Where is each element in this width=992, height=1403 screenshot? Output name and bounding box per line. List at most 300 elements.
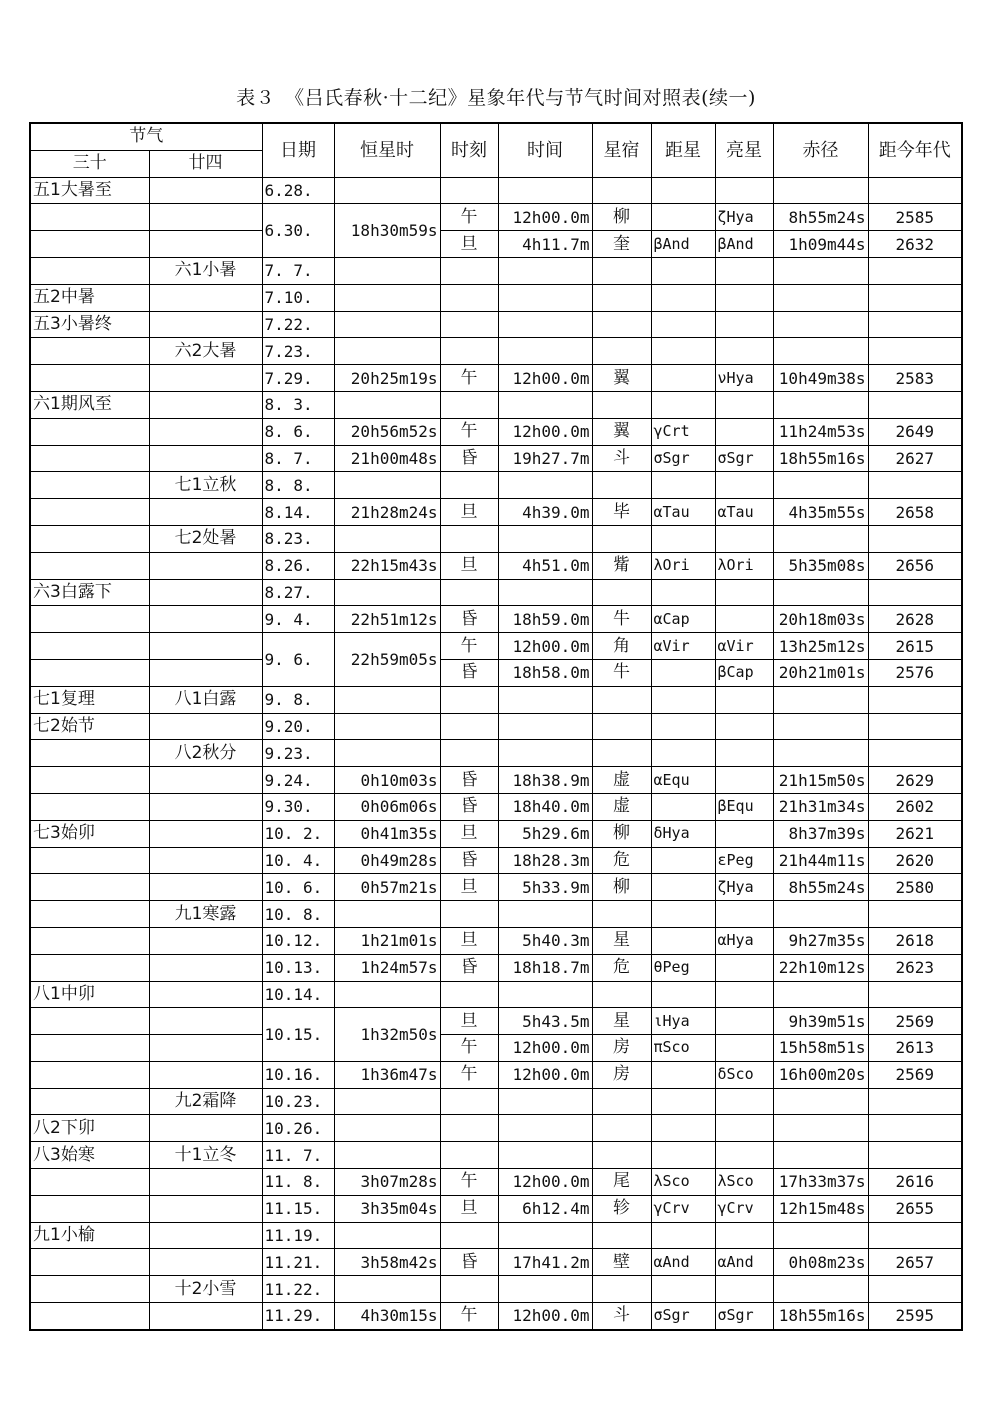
cell-ra <box>773 1276 868 1303</box>
header-juxing: 距星 <box>651 123 715 177</box>
cell-liangxing: βEqu <box>715 793 773 820</box>
cell-date: 9.23. <box>262 740 334 767</box>
table-row <box>30 927 962 954</box>
cell-date: 8.26. <box>262 552 334 579</box>
cell-years: 2629 <box>868 767 962 794</box>
cell-ra <box>773 177 868 204</box>
cell-years <box>868 525 962 552</box>
cell-time: 4h11.7m <box>498 231 592 258</box>
cell-sanshi <box>30 633 149 660</box>
cell-xingxiu <box>592 177 651 204</box>
cell-sidereal: 21h00m48s <box>334 445 440 472</box>
cell-shike <box>440 1276 498 1303</box>
cell-years <box>868 901 962 928</box>
cell-years: 2623 <box>868 954 962 981</box>
cell-date: 7.23. <box>262 338 334 365</box>
cell-liangxing: αAnd <box>715 1249 773 1276</box>
cell-xingxiu <box>592 1115 651 1142</box>
cell-ra <box>773 338 868 365</box>
cell-sidereal: 3h07m28s <box>334 1169 440 1196</box>
cell-shike: 午 <box>440 1035 498 1062</box>
cell-liangxing <box>715 1008 773 1035</box>
cell-years: 2618 <box>868 927 962 954</box>
cell-shike: 旦 <box>440 552 498 579</box>
cell-xingxiu <box>592 311 651 338</box>
cell-xingxiu: 危 <box>592 954 651 981</box>
cell-sanshi <box>30 525 149 552</box>
cell-sanshi: 七3始卯 <box>30 820 149 847</box>
cell-shike <box>440 740 498 767</box>
cell-time: 12h00.0m <box>498 1061 592 1088</box>
table-row <box>30 1303 962 1330</box>
cell-sidereal <box>334 311 440 338</box>
cell-ra <box>773 579 868 606</box>
table-title: 表３ 《吕氏春秋·十二纪》星象年代与节气时间对照表(续一) <box>236 87 756 109</box>
cell-date: 10.12. <box>262 927 334 954</box>
table-row <box>30 633 962 660</box>
cell-juxing <box>651 1115 715 1142</box>
cell-sanshi <box>30 1249 149 1276</box>
cell-sanshi <box>30 1088 149 1115</box>
cell-years: 2580 <box>868 874 962 901</box>
cell-sanshi <box>30 1008 149 1035</box>
table-row <box>30 767 962 794</box>
table-row <box>30 1035 962 1062</box>
cell-niansi <box>149 579 262 606</box>
cell-ra: 9h27m35s <box>773 927 868 954</box>
cell-sanshi <box>30 874 149 901</box>
cell-xingxiu: 翼 <box>592 418 651 445</box>
cell-years: 2649 <box>868 418 962 445</box>
cell-xingxiu: 斗 <box>592 1303 651 1330</box>
cell-juxing: βAnd <box>651 231 715 258</box>
cell-juxing <box>651 659 715 686</box>
cell-juxing <box>651 472 715 499</box>
cell-shike: 旦 <box>440 1195 498 1222</box>
cell-time: 12h00.0m <box>498 365 592 392</box>
cell-niansi <box>149 284 262 311</box>
cell-sidereal: 3h35m04s <box>334 1195 440 1222</box>
table-row <box>30 1008 962 1035</box>
cell-xingxiu <box>592 284 651 311</box>
cell-xingxiu: 危 <box>592 847 651 874</box>
cell-time: 18h28.3m <box>498 847 592 874</box>
cell-date: 10.15. <box>262 1008 334 1062</box>
cell-sidereal <box>334 338 440 365</box>
cell-date: 7.22. <box>262 311 334 338</box>
cell-liangxing: αTau <box>715 499 773 526</box>
table-row <box>30 981 962 1008</box>
cell-sidereal: 0h57m21s <box>334 874 440 901</box>
cell-liangxing: γCrv <box>715 1195 773 1222</box>
cell-juxing: γCrv <box>651 1195 715 1222</box>
cell-sanshi: 五2中暑 <box>30 284 149 311</box>
cell-sidereal <box>334 981 440 1008</box>
cell-niansi <box>149 954 262 981</box>
cell-niansi <box>149 1222 262 1249</box>
cell-liangxing <box>715 767 773 794</box>
cell-date: 9. 8. <box>262 686 334 713</box>
header-xingxiu: 星宿 <box>592 123 651 177</box>
cell-xingxiu: 柳 <box>592 874 651 901</box>
cell-years: 2632 <box>868 231 962 258</box>
cell-time: 4h51.0m <box>498 552 592 579</box>
cell-time: 18h38.9m <box>498 767 592 794</box>
cell-years: 2616 <box>868 1169 962 1196</box>
cell-ra: 22h10m12s <box>773 954 868 981</box>
cell-xingxiu <box>592 472 651 499</box>
cell-time: 18h18.7m <box>498 954 592 981</box>
cell-years <box>868 740 962 767</box>
table-row <box>30 713 962 740</box>
cell-shike <box>440 1088 498 1115</box>
cell-years <box>868 391 962 418</box>
table-row <box>30 338 962 365</box>
cell-liangxing <box>715 740 773 767</box>
cell-years: 2627 <box>868 445 962 472</box>
cell-xingxiu <box>592 1142 651 1169</box>
cell-niansi <box>149 633 262 660</box>
cell-liangxing <box>715 525 773 552</box>
cell-sanshi <box>30 1169 149 1196</box>
cell-niansi: 七1立秋 <box>149 472 262 499</box>
cell-time: 18h59.0m <box>498 606 592 633</box>
cell-years <box>868 1142 962 1169</box>
cell-liangxing <box>715 820 773 847</box>
cell-date: 11.21. <box>262 1249 334 1276</box>
cell-sanshi <box>30 1276 149 1303</box>
cell-ra <box>773 1088 868 1115</box>
cell-juxing <box>651 1142 715 1169</box>
cell-years: 2620 <box>868 847 962 874</box>
cell-time <box>498 1276 592 1303</box>
table-row <box>30 847 962 874</box>
cell-years <box>868 981 962 1008</box>
cell-ra <box>773 1115 868 1142</box>
header-shike: 时刻 <box>440 123 498 177</box>
cell-niansi <box>149 1035 262 1062</box>
cell-years <box>868 713 962 740</box>
table-row <box>30 552 962 579</box>
cell-liangxing <box>715 981 773 1008</box>
cell-sidereal <box>334 1088 440 1115</box>
cell-years: 2621 <box>868 820 962 847</box>
cell-ra: 11h24m53s <box>773 418 868 445</box>
cell-juxing <box>651 793 715 820</box>
cell-shike <box>440 338 498 365</box>
cell-liangxing <box>715 1142 773 1169</box>
cell-niansi: 七2处暑 <box>149 525 262 552</box>
cell-shike: 昏 <box>440 954 498 981</box>
cell-xingxiu <box>592 740 651 767</box>
cell-date: 9.30. <box>262 793 334 820</box>
cell-sidereal <box>334 284 440 311</box>
cell-juxing <box>651 579 715 606</box>
cell-juxing: πSco <box>651 1035 715 1062</box>
cell-ra <box>773 981 868 1008</box>
cell-date: 9.20. <box>262 713 334 740</box>
cell-shike: 午 <box>440 1303 498 1330</box>
cell-niansi <box>149 927 262 954</box>
header-niansi: 廿四 <box>149 150 262 177</box>
cell-sanshi <box>30 927 149 954</box>
cell-niansi <box>149 793 262 820</box>
cell-time: 12h00.0m <box>498 1303 592 1330</box>
cell-sanshi: 五3小暑终 <box>30 311 149 338</box>
cell-xingxiu: 奎 <box>592 231 651 258</box>
cell-niansi <box>149 552 262 579</box>
cell-juxing <box>651 365 715 392</box>
cell-ra: 1h09m44s <box>773 231 868 258</box>
cell-time <box>498 901 592 928</box>
cell-xingxiu: 牛 <box>592 606 651 633</box>
cell-time <box>498 391 592 418</box>
cell-juxing <box>651 204 715 231</box>
table-row <box>30 445 962 472</box>
cell-shike <box>440 579 498 606</box>
cell-shike: 午 <box>440 204 498 231</box>
cell-sanshi <box>30 1035 149 1062</box>
cell-juxing <box>651 981 715 1008</box>
cell-niansi <box>149 418 262 445</box>
cell-years: 2628 <box>868 606 962 633</box>
header-sidereal: 恒星时 <box>334 123 440 177</box>
cell-time: 12h00.0m <box>498 418 592 445</box>
cell-date: 11.22. <box>262 1276 334 1303</box>
cell-sidereal: 1h32m50s <box>334 1008 440 1062</box>
cell-juxing: ιHya <box>651 1008 715 1035</box>
table-row <box>30 391 962 418</box>
cell-liangxing <box>715 284 773 311</box>
cell-sanshi <box>30 204 149 231</box>
cell-ra: 4h35m55s <box>773 499 868 526</box>
cell-time <box>498 257 592 284</box>
cell-niansi: 八1白露 <box>149 686 262 713</box>
cell-juxing: γCrt <box>651 418 715 445</box>
cell-date: 9.24. <box>262 767 334 794</box>
cell-time: 12h00.0m <box>498 1169 592 1196</box>
cell-ra <box>773 311 868 338</box>
cell-date: 8.14. <box>262 499 334 526</box>
cell-liangxing: αHya <box>715 927 773 954</box>
cell-sidereal: 0h49m28s <box>334 847 440 874</box>
cell-sidereal <box>334 1142 440 1169</box>
cell-date: 8. 7. <box>262 445 334 472</box>
cell-xingxiu: 房 <box>592 1061 651 1088</box>
cell-juxing: θPeg <box>651 954 715 981</box>
table-row <box>30 418 962 445</box>
cell-liangxing <box>715 311 773 338</box>
cell-liangxing <box>715 472 773 499</box>
cell-shike <box>440 391 498 418</box>
table-row <box>30 177 962 204</box>
cell-liangxing: δSco <box>715 1061 773 1088</box>
cell-niansi <box>149 659 262 686</box>
cell-ra: 8h55m24s <box>773 204 868 231</box>
cell-sidereal <box>334 686 440 713</box>
cell-ra: 20h21m01s <box>773 659 868 686</box>
cell-years: 2585 <box>868 204 962 231</box>
cell-liangxing: σSgr <box>715 445 773 472</box>
cell-sanshi <box>30 659 149 686</box>
cell-sidereal: 20h56m52s <box>334 418 440 445</box>
cell-time: 6h12.4m <box>498 1195 592 1222</box>
cell-date: 11.29. <box>262 1303 334 1330</box>
cell-ra <box>773 525 868 552</box>
cell-xingxiu: 虚 <box>592 793 651 820</box>
cell-date: 10.14. <box>262 981 334 1008</box>
cell-sidereal <box>334 579 440 606</box>
cell-years <box>868 1115 962 1142</box>
cell-date: 7.10. <box>262 284 334 311</box>
cell-juxing: αVir <box>651 633 715 660</box>
cell-sanshi <box>30 767 149 794</box>
cell-shike <box>440 713 498 740</box>
cell-time <box>498 472 592 499</box>
cell-time <box>498 338 592 365</box>
table-row <box>30 954 962 981</box>
cell-juxing <box>651 338 715 365</box>
cell-juxing <box>651 284 715 311</box>
cell-time: 18h40.0m <box>498 793 592 820</box>
cell-juxing <box>651 686 715 713</box>
cell-ra <box>773 391 868 418</box>
table-row <box>30 740 962 767</box>
cell-ra: 0h08m23s <box>773 1249 868 1276</box>
cell-date: 10. 8. <box>262 901 334 928</box>
cell-date: 6.28. <box>262 177 334 204</box>
cell-shike <box>440 686 498 713</box>
cell-niansi <box>149 874 262 901</box>
table-row <box>30 659 962 686</box>
cell-time: 17h41.2m <box>498 1249 592 1276</box>
cell-time <box>498 713 592 740</box>
table-row <box>30 231 962 258</box>
cell-ra: 5h35m08s <box>773 552 868 579</box>
cell-time: 5h29.6m <box>498 820 592 847</box>
cell-liangxing: ζHya <box>715 874 773 901</box>
cell-niansi: 十1立冬 <box>149 1142 262 1169</box>
cell-xingxiu <box>592 391 651 418</box>
cell-shike: 昏 <box>440 767 498 794</box>
cell-ra <box>773 284 868 311</box>
cell-niansi: 九1寒露 <box>149 901 262 928</box>
cell-shike: 旦 <box>440 499 498 526</box>
header-sanshi: 三十 <box>30 150 149 177</box>
cell-niansi: 八2秋分 <box>149 740 262 767</box>
cell-shike: 昏 <box>440 793 498 820</box>
cell-sanshi: 八3始寒 <box>30 1142 149 1169</box>
table-row <box>30 1088 962 1115</box>
header-years: 距今年代 <box>868 123 962 177</box>
cell-time <box>498 740 592 767</box>
cell-time <box>498 311 592 338</box>
cell-niansi <box>149 1195 262 1222</box>
cell-years: 2602 <box>868 793 962 820</box>
cell-xingxiu <box>592 338 651 365</box>
cell-liangxing <box>715 1115 773 1142</box>
cell-xingxiu <box>592 713 651 740</box>
cell-time: 18h58.0m <box>498 659 592 686</box>
cell-years: 2615 <box>868 633 962 660</box>
cell-sanshi <box>30 231 149 258</box>
cell-juxing <box>651 1088 715 1115</box>
cell-sanshi <box>30 1061 149 1088</box>
cell-niansi <box>149 1169 262 1196</box>
cell-shike: 旦 <box>440 927 498 954</box>
cell-liangxing <box>715 1035 773 1062</box>
cell-shike: 昏 <box>440 445 498 472</box>
cell-juxing <box>651 257 715 284</box>
cell-niansi <box>149 713 262 740</box>
cell-juxing: σSgr <box>651 445 715 472</box>
cell-shike <box>440 257 498 284</box>
cell-years <box>868 579 962 606</box>
cell-niansi <box>149 445 262 472</box>
cell-years <box>868 284 962 311</box>
cell-sidereal <box>334 525 440 552</box>
cell-niansi: 六2大暑 <box>149 338 262 365</box>
cell-liangxing <box>715 391 773 418</box>
cell-xingxiu <box>592 1088 651 1115</box>
cell-xingxiu: 斗 <box>592 445 651 472</box>
cell-time: 12h00.0m <box>498 1035 592 1062</box>
cell-shike <box>440 525 498 552</box>
cell-sanshi <box>30 445 149 472</box>
cell-xingxiu: 翼 <box>592 365 651 392</box>
cell-ra: 13h25m12s <box>773 633 868 660</box>
cell-years: 2656 <box>868 552 962 579</box>
cell-xingxiu <box>592 579 651 606</box>
table-row <box>30 284 962 311</box>
cell-date: 11.15. <box>262 1195 334 1222</box>
cell-shike: 旦 <box>440 231 498 258</box>
cell-sanshi <box>30 257 149 284</box>
cell-years: 2569 <box>868 1061 962 1088</box>
cell-liangxing <box>715 1088 773 1115</box>
cell-shike: 午 <box>440 365 498 392</box>
cell-niansi <box>149 311 262 338</box>
cell-xingxiu: 尾 <box>592 1169 651 1196</box>
cell-xingxiu <box>592 686 651 713</box>
cell-date: 7. 7. <box>262 257 334 284</box>
cell-years <box>868 1222 962 1249</box>
header-liangxing: 亮星 <box>715 123 773 177</box>
cell-sanshi <box>30 954 149 981</box>
cell-sanshi <box>30 1303 149 1330</box>
cell-liangxing <box>715 686 773 713</box>
cell-juxing <box>651 901 715 928</box>
cell-shike: 昏 <box>440 659 498 686</box>
cell-time <box>498 1142 592 1169</box>
cell-date: 10. 2. <box>262 820 334 847</box>
cell-niansi <box>149 1008 262 1035</box>
table-row <box>30 1142 962 1169</box>
cell-juxing: σSgr <box>651 1303 715 1330</box>
cell-date: 7.29. <box>262 365 334 392</box>
cell-xingxiu: 毕 <box>592 499 651 526</box>
cell-time <box>498 686 592 713</box>
cell-juxing <box>651 847 715 874</box>
cell-years: 2583 <box>868 365 962 392</box>
cell-sidereal: 4h30m15s <box>334 1303 440 1330</box>
cell-date: 8. 3. <box>262 391 334 418</box>
cell-time: 12h00.0m <box>498 204 592 231</box>
cell-juxing: αEqu <box>651 767 715 794</box>
cell-juxing <box>651 1061 715 1088</box>
cell-shike <box>440 472 498 499</box>
table-row <box>30 874 962 901</box>
